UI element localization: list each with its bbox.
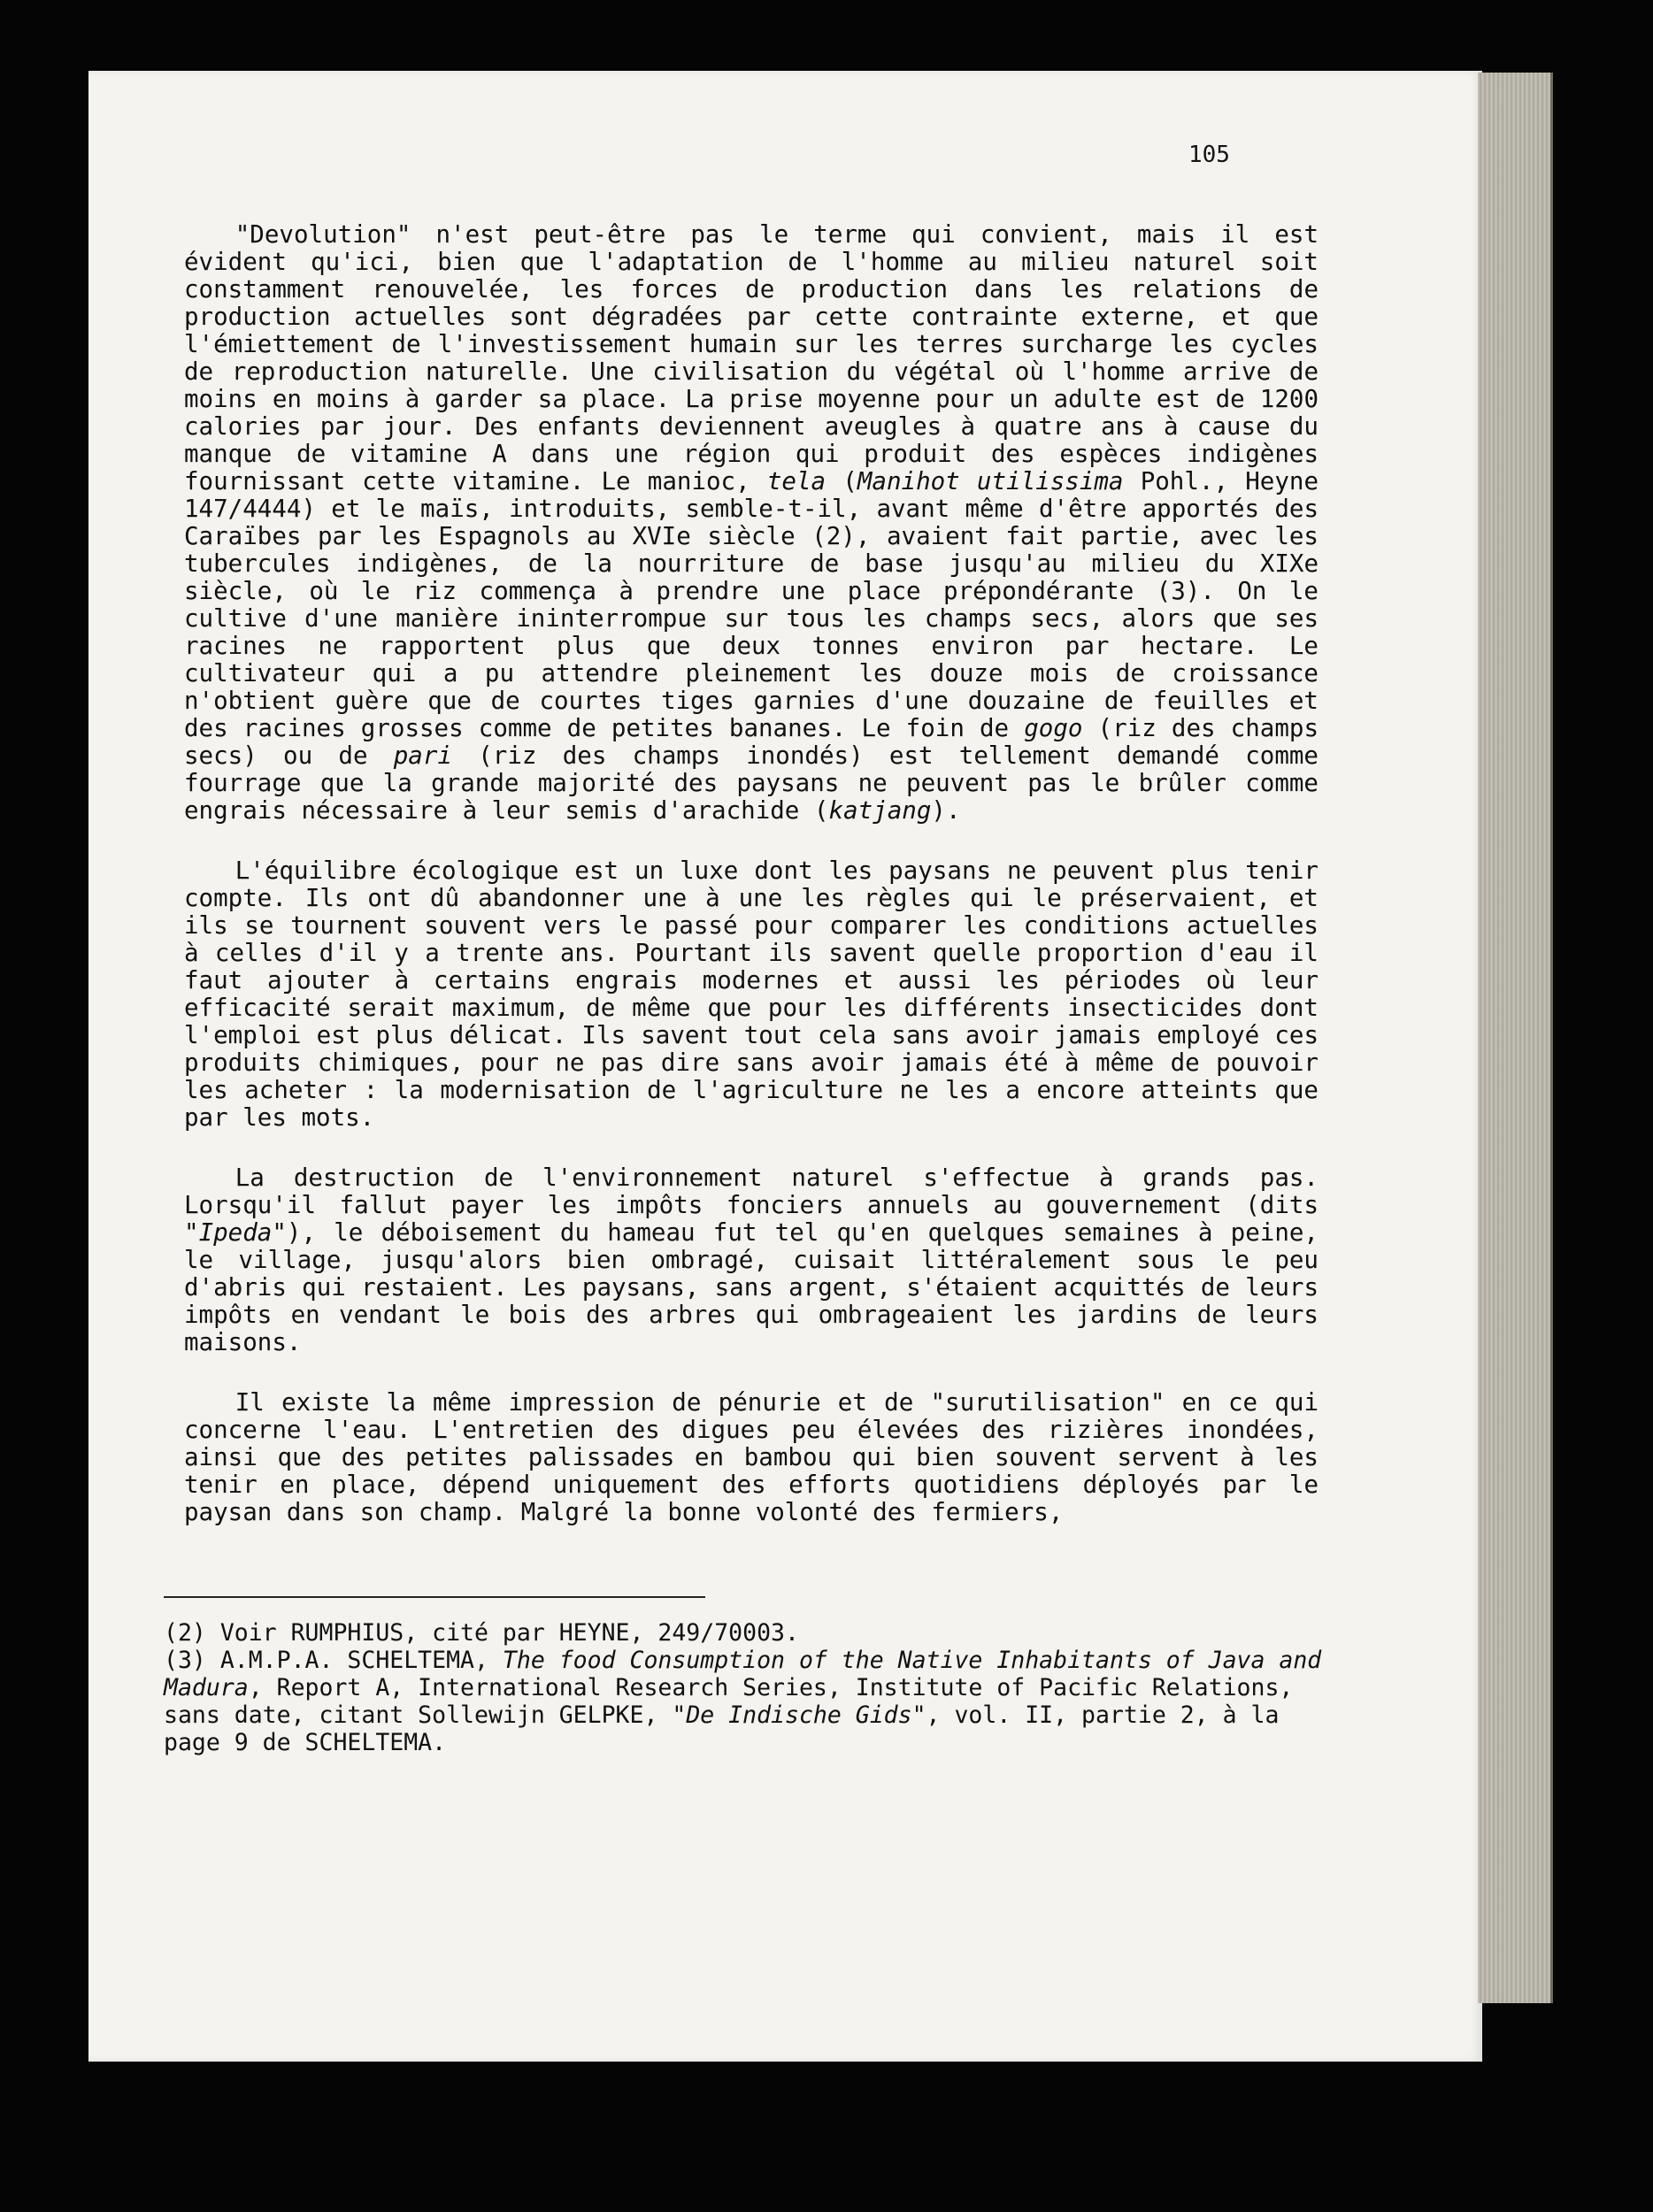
footnote-3: (3) A.M.P.A. SCHELTEMA, The food Consumption of the Native Inhabitants of Java and Madura, Report A, International Research Series, Institute of Pacific Relations, sans date, citant Sollewijn GELPKE, "De Indische Gids", vol. II, partie 2, à la page 9 de SCHELTEMA. [164,1647,1322,1756]
paragraph-1: "Devolution" n'est peut-être pas le terme qui convient, mais il est évident qu'ici, bien que l'adaptation de l'homme au milieu naturel soit constamment renouvelée, les forces de production dans les relations de production actuelles sont dégradées par cette contrainte externe, et que l'émiettement de l'investissement humain sur les terres surcharge les cycles de reproduction naturelle. Une civilisation du végétal où l'homme arrive de moins en moins à garder sa place. La prise moyenne pour un adulte est de 1200 calories par jour. Des enfants deviennent aveugles à quatre ans à cause du manque de vitamine A dans une région qui produit des espèces indigènes fournissant cette vitamine. Le manioc, tela (Manihot utilissima Pohl., Heyne 147/4444) et le maïs, introduits, semble-t-il, avant même d'être apportés des Caraïbes par les Espagnols au XVIe siècle (2), avaient fait partie, avec les tubercules indigènes, de la nourriture de base jusqu'au milieu du XIXe siècle, où le riz commença à prendre une place prépondérante (3). On le cultive d'une manière ininterrompue sur tous les champs secs, alors que ses racines ne rapportent plus que deux tonnes environ par hectare. Le cultivateur qui a pu attendre pleinement les douze mois de croissance n'obtient guère que de courtes tiges garnies d'une douzaine de feuilles et des racines grosses comme de petites bananes. Le foin de gogo (riz des champs secs) ou de pari (riz des champs inondés) est tellement demandé comme fourrage que la grande majorité des paysans ne peuvent pas le brûler comme engrais nécessaire à leur semis d'arachide (katjang). [184,220,1319,825]
footnote-separator [164,1596,705,1598]
paragraph-2: L'équilibre écologique est un luxe dont les paysans ne peuvent plus tenir compte. Ils ont dû abandonner une à une les règles qui le préservaient, et ils se tournent souvent vers le passé pour comparer les conditions actuelles à celles d'il y a trente ans. Pourtant ils savent quelle proportion d'eau il faut ajouter à certains engrais modernes et aussi les périodes où leur efficacité serait maximum, de même que pour les différents insecticides dont l'emploi est plus délicat. Ils savent tout cela sans avoir jamais employé ces produits chimiques, pour ne pas dire sans avoir jamais été à même de pouvoir les acheter : la modernisation de l'agriculture ne les a encore atteints que par les mots. [184,856,1319,1132]
page-number: 105 [1188,142,1230,168]
body-text [184,221,1319,1526]
footnotes [164,1619,1336,1756]
paragraph-3: La destruction de l'environnement naturel s'effectue à grands pas. Lorsqu'il fallut payer les impôts fonciers annuels au gouvernement (dits "Ipeda"), le déboisement du hameau fut tel qu'en quelques semaines à peine, le village, jusqu'alors bien ombragé, cuisait littéralement sous le peu d'abris qui restaient. Les paysans, sans argent, s'étaient acquittés de leurs impôts en vendant le bois des arbres qui ombrageaient les jardins de leurs maisons. [184,1164,1319,1356]
paragraph-4: Il existe la même impression de pénurie et de "surutilisation" en ce qui concerne l'eau. L'entretien des digues peu élevées des rizières inondées, ainsi que des petites palissades en bambou qui bien souvent servent à les tenir en place, dépend uniquement des efforts quotidiens déployés par le paysan dans son champ. Malgré la bonne volonté des fermiers, [184,1388,1319,1526]
footnote-2: (2) Voir RUMPHIUS, cité par HEYNE, 249/70003. [164,1619,799,1647]
page-stack-edge [1478,73,1553,2003]
